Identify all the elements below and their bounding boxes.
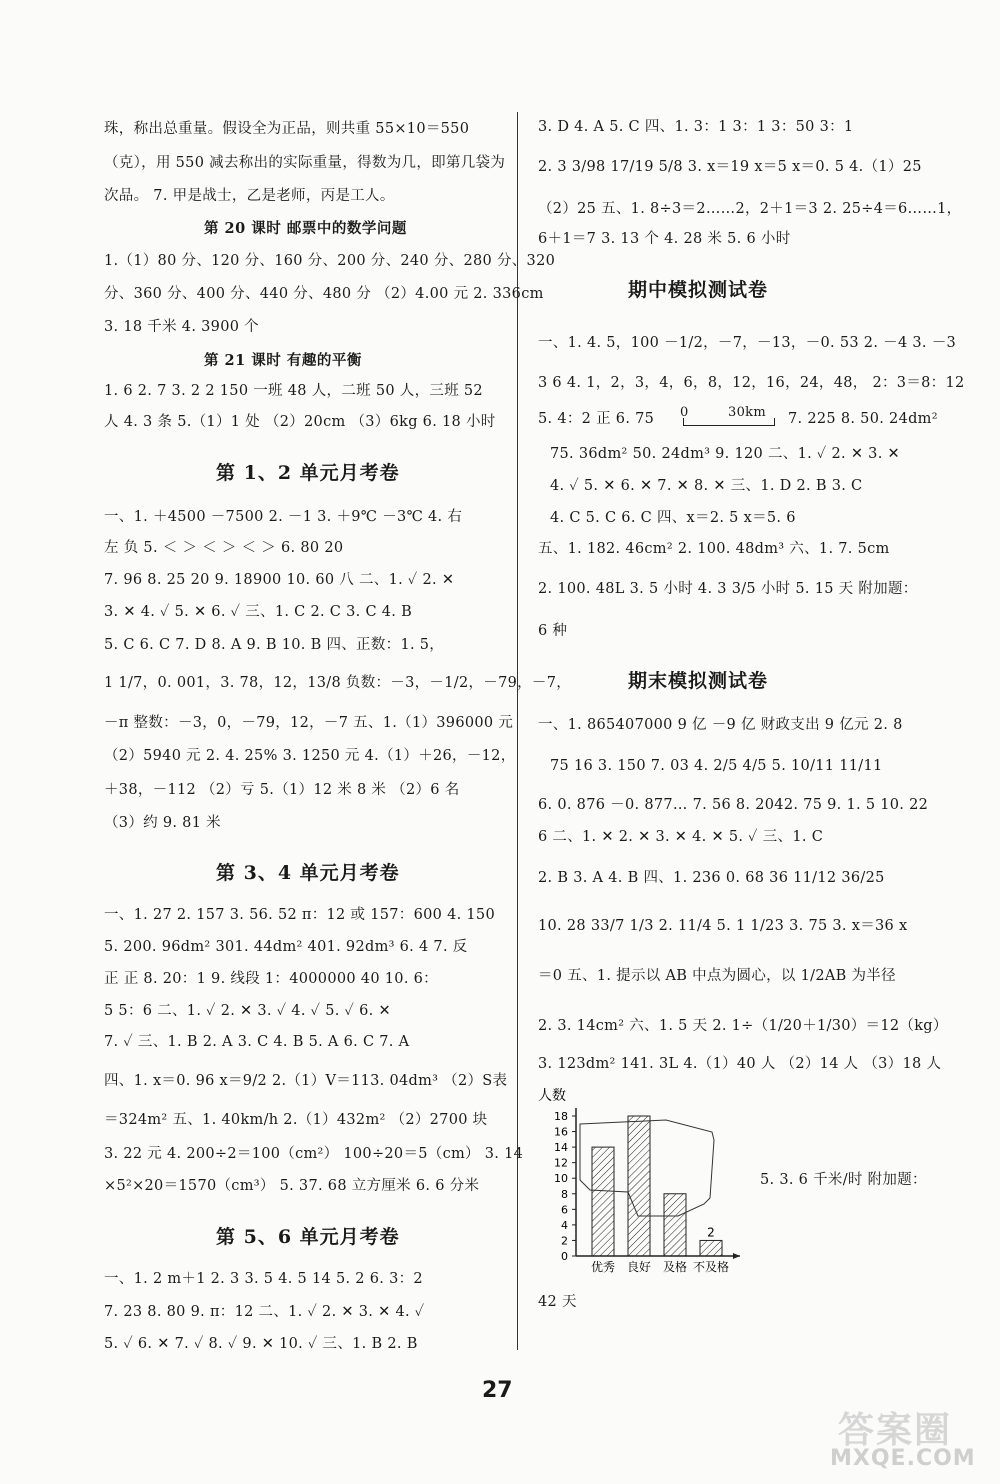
text-line: 分、360 分、400 分、440 分、480 分 （2）4.00 元 2. 336cm bbox=[104, 286, 544, 302]
text-line: 2. 3. 14cm² 六、1. 5 天 2. 1÷（1/20＋1/30）＝12（kg） bbox=[538, 1018, 948, 1034]
final-title: 期末模拟测试卷 bbox=[628, 670, 769, 692]
text-line: 5 5：6 二、1. ✓ 2. ✕ 3. ✓ 4. ✓ 5. ✓ 6. ✕ bbox=[104, 1003, 391, 1019]
text-line: －π 整数：－3，0，－79，12，－7 五、1.（1）396000 元 bbox=[104, 715, 514, 731]
text-line: 1.（1）80 分、120 分、160 分、200 分、240 分、280 分、320 bbox=[104, 253, 556, 269]
lesson20-title: 第 20 课时 邮票中的数学问题 bbox=[204, 220, 407, 237]
watermark-url: MXQE.COM bbox=[830, 1446, 976, 1471]
y-tick-label: 8 bbox=[561, 1187, 568, 1201]
text-line: 3. 22 元 4. 200÷2＝100（cm²） 100÷20＝5（cm） 3. 14 bbox=[104, 1146, 524, 1162]
text-line: 5. 4：2 正 6. 75 bbox=[538, 411, 655, 427]
text-line: 五、1. 182. 46cm² 2. 100. 48dm³ 六、1. 7. 5cm bbox=[538, 541, 890, 557]
text-line: 3. 18 千米 4. 3900 个 bbox=[104, 319, 259, 335]
text-line: 5. 3. 6 千米/时 附加题： bbox=[760, 1172, 927, 1188]
x-tick-label: 优秀 bbox=[590, 1260, 616, 1274]
scale-label: 30km bbox=[728, 405, 766, 420]
midterm-title: 期中模拟测试卷 bbox=[628, 279, 769, 301]
text-line: ＋38，－112 （2）亏 5.（1）12 米 8 米 （2）6 名 bbox=[104, 782, 460, 798]
exam56-title: 第 5、6 单元月考卷 bbox=[216, 1226, 400, 1248]
text-line: 一、1. 4. 5，100 －1/2，－7，－13，－0. 53 2. －4 3. －3 bbox=[538, 335, 957, 351]
text-line: 75. 36dm² 50. 24dm³ 9. 120 二、1. ✓ 2. ✕ 3. ✕ bbox=[550, 446, 900, 462]
text-line: 5. 200. 96dm² 301. 44dm² 401. 92dm³ 6. 4 7. 反 bbox=[104, 939, 468, 955]
y-tick-label: 18 bbox=[554, 1110, 568, 1123]
y-tick-label: 10 bbox=[554, 1172, 568, 1186]
exam12-title: 第 1、2 单元月考卷 bbox=[216, 462, 400, 484]
text-line: 3. 123dm² 141. 3L 4.（1）40 人 （2）14 人 （3）18 人 bbox=[538, 1056, 942, 1072]
text-line: ×5²×20＝1570（cm³） 5. 37. 68 立方厘米 6. 6 分米 bbox=[104, 1178, 480, 1194]
text-line: ＝324m² 五、1. 40km/h 2.（1）432m² （2）2700 块 bbox=[104, 1112, 488, 1128]
text-line: 5. ✓ 6. ✕ 7. ✓ 8. ✓ 9. ✕ 10. ✓ 三、1. B 2. B bbox=[104, 1336, 418, 1352]
y-tick-label: 0 bbox=[561, 1250, 568, 1263]
scale-zero: 0 bbox=[680, 405, 689, 420]
text-line: （克），用 550 减去称出的实际重量，得数为几，即第几袋为 bbox=[104, 155, 506, 171]
y-tick-label: 4 bbox=[561, 1218, 568, 1232]
text-line: 6＋1＝7 3. 13 个 4. 28 米 5. 6 小时 bbox=[538, 231, 791, 247]
text-line: 珠，称出总重量。假设全为正品，则共重 55×10＝550 bbox=[104, 121, 470, 137]
text-line: 7. 96 8. 25 20 9. 18900 10. 60 八 二、1. ✓ 2. ✕ bbox=[104, 572, 455, 588]
text-line: 一、1. 865407000 9 亿 －9 亿 财政支出 9 亿元 2. 8 bbox=[538, 717, 903, 733]
text-line: 2. B 3. A 4. B 四、1. 236 0. 68 36 11/12 36/25 bbox=[538, 870, 885, 886]
text-line: 2. 3 3/98 17/19 5/8 3. x＝19 x＝5 x＝0. 5 4.（1）25 bbox=[538, 159, 922, 175]
text-line: 5. C 6. C 7. D 8. A 9. B 10. B 四、正数：1. 5， bbox=[104, 637, 445, 653]
text-line: 4. ✓ 5. ✕ 6. ✕ 7. ✕ 8. ✕ 三、1. D 2. B 3. C bbox=[550, 478, 863, 494]
text-line: 3 6 4. 1，2，3，4，6，8，12，16，24，48， 2：3＝8：12 bbox=[538, 375, 965, 391]
text-line: ＝0 五、1. 提示以 AB 中点为圆心，以 1/2AB 为半径 bbox=[538, 968, 896, 984]
text-line: 75 16 3. 150 7. 03 4. 2/5 4/5 5. 10/11 11/11 bbox=[550, 758, 883, 774]
lesson21-title: 第 21 课时 有趣的平衡 bbox=[204, 352, 362, 369]
text-line: 1 1/7，0. 001，3. 78，12，13/8 负数：－3，－1/2，－79，－7， bbox=[104, 675, 572, 691]
text-line: 次品。 7. 甲是战士，乙是老师，丙是工人。 bbox=[104, 188, 395, 204]
text-line: 6. 0. 876 －0. 877… 7. 56 8. 2042. 75 9. 1. 5 10. 22 bbox=[538, 797, 929, 813]
bar bbox=[592, 1147, 614, 1256]
text-line: 一、1. 27 2. 157 3. 56. 52 π：12 或 157：600 4. 150 bbox=[104, 907, 495, 923]
text-line: 10. 28 33/7 1/3 2. 11/4 5. 1 1/23 3. 75 3. x＝36 x bbox=[538, 918, 908, 934]
x-tick-label: 良好 bbox=[626, 1260, 652, 1274]
text-line: 3. D 4. A 5. C 四、1. 3：1 3：1 3：50 3：1 bbox=[538, 119, 854, 135]
text-line: 人 4. 3 条 5.（1）1 处 （2）20cm （3）6kg 6. 18 小时 bbox=[104, 414, 496, 430]
y-tick-label: 14 bbox=[554, 1141, 568, 1155]
y-tick-label: 6 bbox=[561, 1203, 568, 1217]
bar bbox=[700, 1240, 722, 1256]
text-line: 1. 6 2. 7 3. 2 2 150 一班 48 人，二班 50 人，三班 52 bbox=[104, 383, 483, 399]
y-tick-label: 12 bbox=[554, 1156, 568, 1170]
x-axis-arrow bbox=[733, 1253, 740, 1259]
bar bbox=[628, 1116, 650, 1256]
scale-bar bbox=[683, 418, 775, 426]
bar-chart bbox=[528, 1080, 753, 1280]
text-line: （2）25 五、1. 8÷3＝2……2，2＋1＝3 2. 25÷4＝6……1， bbox=[538, 201, 962, 217]
exam34-title: 第 3、4 单元月考卷 bbox=[216, 862, 400, 884]
x-tick-label: 不及格 bbox=[692, 1260, 730, 1274]
text-line: 3. ✕ 4. ✓ 5. ✕ 6. ✓ 三、1. C 2. C 3. C 4. B bbox=[104, 604, 413, 620]
text-line: （3）约 9. 81 米 bbox=[104, 815, 221, 831]
text-line: 2. 100. 48L 3. 5 小时 4. 3 3/5 小时 5. 15 天 附加题： bbox=[538, 581, 918, 597]
text-line: 4. C 5. C 6. C 四、x＝2. 5 x＝5. 6 bbox=[550, 510, 796, 526]
text-line: 一、1. 2 m＋1 2. 3 3. 5 4. 5 14 5. 2 6. 3：2 bbox=[104, 1271, 423, 1287]
text-line: 四、1. x＝0. 96 x＝9/2 2.（1）V＝113. 04dm³ （2）S表 bbox=[104, 1073, 508, 1089]
y-axis-label: 人数 bbox=[538, 1088, 566, 1104]
x-tick-label: 及格 bbox=[662, 1260, 688, 1274]
text-line: 7. 23 8. 80 9. π：12 二、1. ✓ 2. ✕ 3. ✕ 4. ✓ bbox=[104, 1304, 425, 1320]
text-line: 正 正 8. 20：1 9. 线段 1：4000000 40 10. 6： bbox=[104, 971, 438, 987]
text-line: 6 二、1. ✕ 2. ✕ 3. ✕ 4. ✕ 5. ✓ 三、1. C bbox=[538, 829, 824, 845]
text-line: 左 负 5. ＜ ＞ ＜ ＞ ＜ ＞ 6. 80 20 bbox=[104, 540, 344, 556]
y-tick-label: 2 bbox=[561, 1234, 568, 1248]
text-line: 6 种 bbox=[538, 623, 568, 639]
page-number: 27 bbox=[482, 1378, 513, 1403]
bar bbox=[664, 1194, 686, 1256]
watermark-logo: 答案圈 bbox=[838, 1409, 953, 1451]
text-line: 一、1. ＋4500 －7500 2. －1 3. ＋9℃ －3℃ 4. 右 bbox=[104, 509, 463, 525]
text-line: 42 天 bbox=[538, 1294, 577, 1310]
text-line: （2）5940 元 2. 4. 25% 3. 1250 元 4.（1）＋26，－12， bbox=[104, 748, 516, 764]
text-line: 7. ✓ 三、1. B 2. A 3. C 4. B 5. A 6. C 7. A bbox=[104, 1034, 410, 1050]
data-label: 2 bbox=[707, 1225, 715, 1240]
text-line: 7. 225 8. 50. 24dm² bbox=[788, 411, 938, 427]
y-tick-label: 16 bbox=[554, 1125, 568, 1139]
